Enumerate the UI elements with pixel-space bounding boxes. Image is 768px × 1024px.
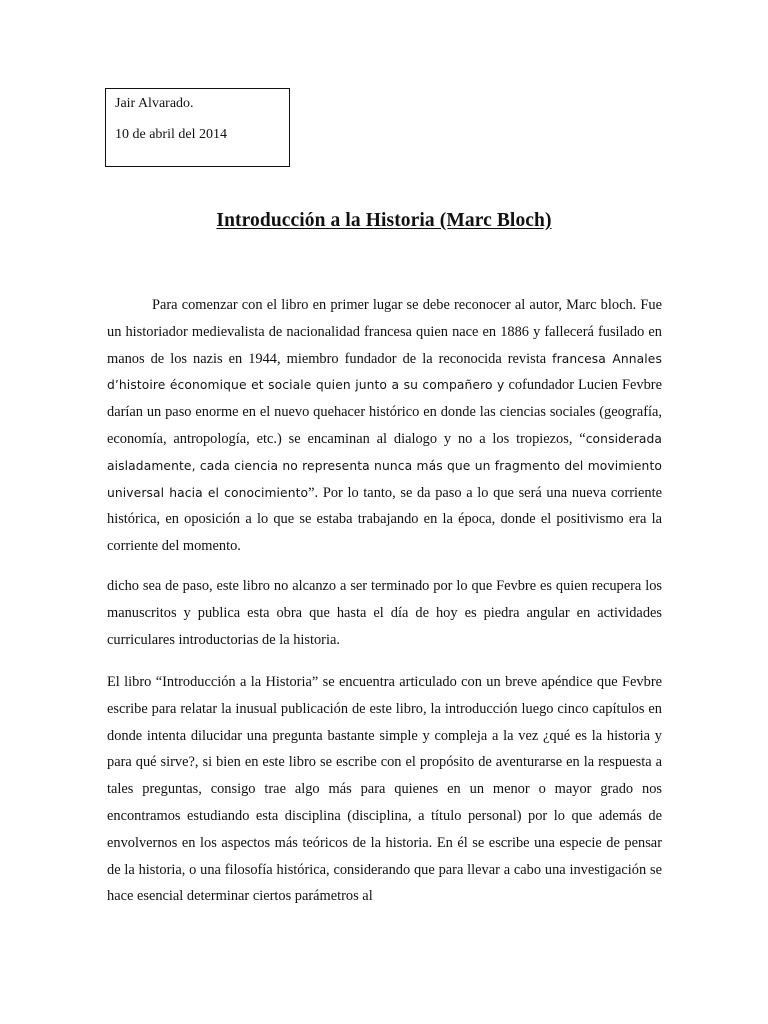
paragraph-1-text-b: francesa Annales d’histoire économique et sociale quien junto a su compañero y <box>107 351 662 393</box>
paragraph-1-quote: considerada aisladamente, cada ciencia no representa nunca más que un fragmento del movimiento universal hacia el conocimiento <box>107 431 662 500</box>
paragraph-3 <box>107 669 662 910</box>
paragraph-2 <box>107 573 662 653</box>
document-title: Introducción a la Historia (Marc Bloch) <box>216 210 552 231</box>
paragraph-1-text-c: cofundador Lucien Fevbre darían un paso enorme en el nuevo quehacer histórico en donde las ciencias sociales (geografía, economía, antropología, etc.) se encaminan al dialogo y no a los tropiezos, “ <box>107 377 662 447</box>
author-info-box <box>105 88 290 167</box>
document-date: 10 de abril del 2014 <box>115 127 227 142</box>
paragraph-2-text: dicho sea de paso, este libro no alcanzo a ser terminado por lo que Fevbre es quien recupera los manuscritos y publica esta obra que hasta el día de hoy es piedra angular en actividades curriculares introductorias de la historia. <box>107 578 662 648</box>
paragraph-1-text-e: ”. Por lo tanto, se da paso a lo que será una nueva corriente histórica, en oposición a lo que se estaba trabajando en la época, donde el positivismo era la corriente del momento. <box>107 484 662 555</box>
author-name: Jair Alvarado. <box>115 96 194 111</box>
paragraph-3-text: El libro “Introducción a la Historia” se encuentra articulado con un breve apéndice que Fevbre escribe para relatar la inusual publicación de este libro, la introducción luego cinco capítulos en donde intenta dilucidar una pregunta bastante simple y compleja a la vez ¿qué es la historia y para qué sirve?, si bien en este libro se escribe con el propósito de aventurarse en la respuesta a tales preguntas, consigo trae algo más para quienes en un menor o mayor grado nos encontramos estudiando esta disciplina (disciplina, a título personal) por lo que además de envolvernos en los aspectos más teóricos de la historia. En él se escribe una especie de pensar de la historia, o una filosofía histórica, considerando que para llevar a cabo una investigación se hace esencial determinar ciertos parámetros al <box>107 674 662 905</box>
paragraph-1-text-a: Para comenzar con el libro en primer lugar se debe reconocer al autor, Marc bloch. Fue un historiador medievalista de nacionalidad francesa quien nace en 1886 y fallecerá fusilado en manos de los nazis en 1944, miembro fundador de la reconocida revista <box>107 297 662 367</box>
paragraph-1 <box>107 292 662 560</box>
